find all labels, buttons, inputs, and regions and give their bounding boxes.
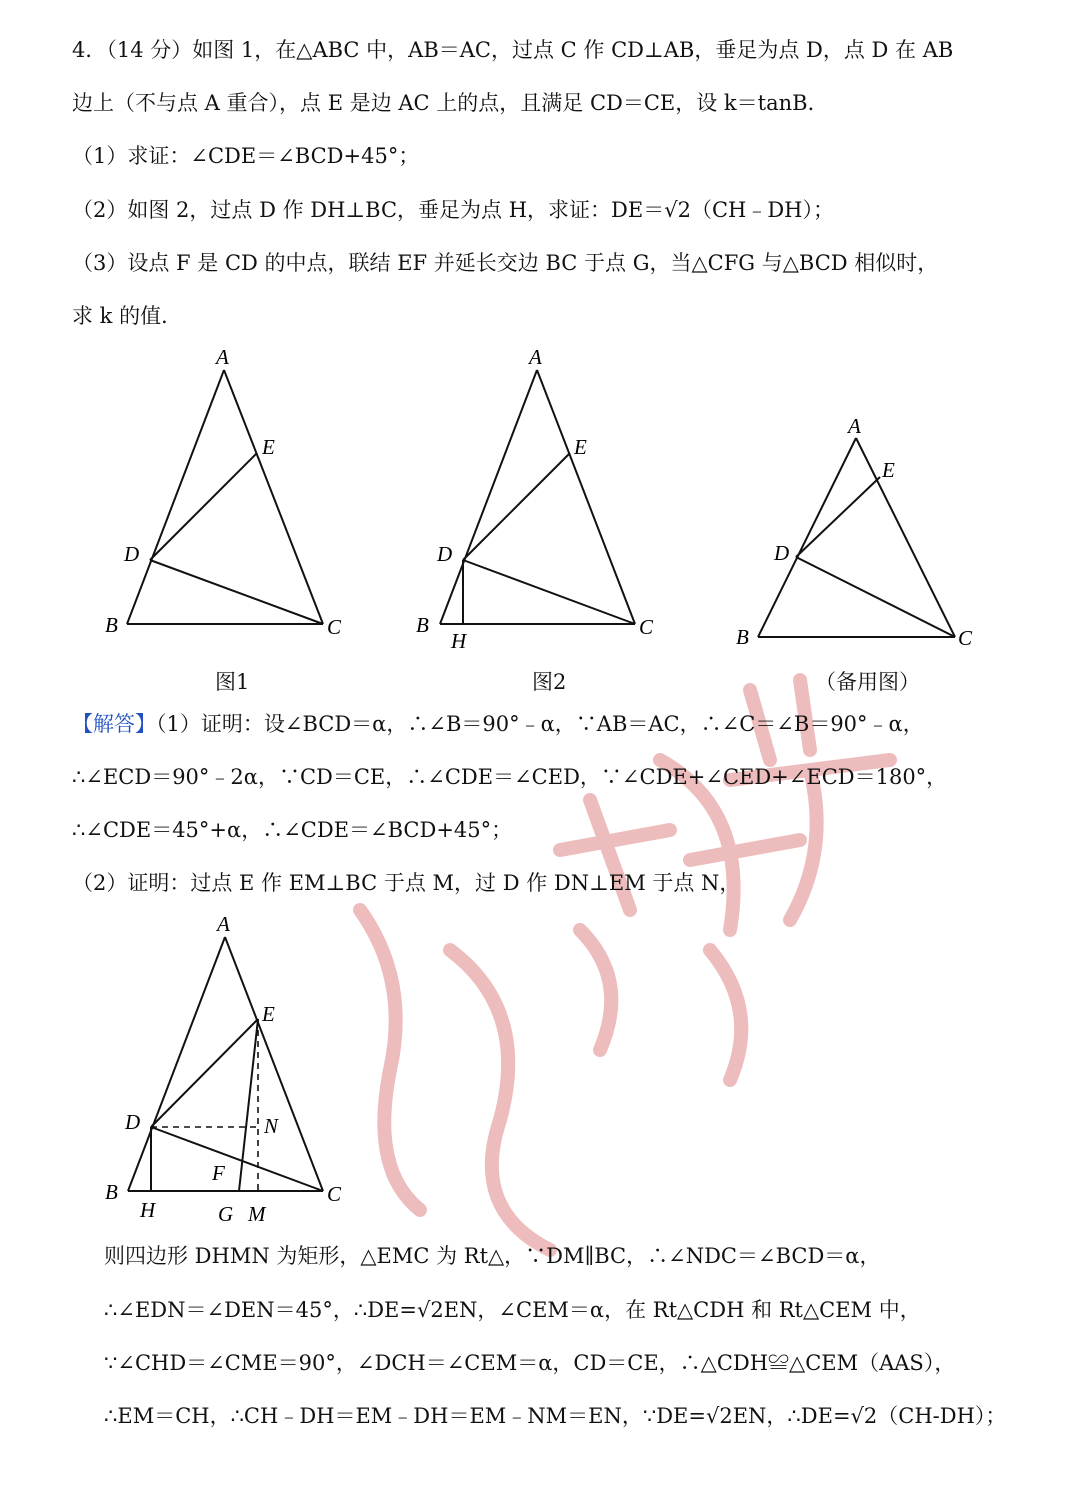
solution-1-line-1 — [72, 710, 924, 738]
caption-fig-2: 图2 — [532, 670, 567, 694]
figure-1 — [95, 340, 365, 650]
fig1-label-a: A — [216, 345, 229, 369]
fig2-label-d: D — [437, 542, 453, 566]
fig4-label-b: B — [105, 1180, 118, 1204]
fig4-label-n: N — [264, 1114, 279, 1138]
fig1-label-e: E — [262, 435, 275, 459]
solution-2-line-4: ∵∠CHD＝∠CME＝90°，∠DCH＝∠CEM＝α，CD＝CE，∴△CDH≌△CEM（AAS）， — [104, 1351, 956, 1375]
figure-2 — [410, 340, 680, 660]
fig4-label-h: H — [140, 1198, 156, 1222]
fig3-label-e: E — [882, 458, 895, 482]
fig2-label-h: H — [451, 629, 467, 653]
figure-spare — [730, 410, 990, 660]
solution-tag: 【解答】 — [72, 712, 156, 736]
problem-line-1: 4．（14 分）如图 1，在△ABC 中，AB＝AC，过点 C 作 CD⊥AB，垂足为点 D，点 D 在 AB — [72, 38, 954, 62]
solution-2-line-3: ∴∠EDN＝∠DEN＝45°，∴DE=√2EN，∠CEM＝α，在 Rt△CDH 和 Rt△CEM 中， — [104, 1298, 921, 1322]
fig4-label-m: M — [248, 1202, 266, 1226]
fig4-label-g: G — [218, 1202, 234, 1226]
question-3-line-1: （3）设点 F 是 CD 的中点，联结 EF 并延长交边 BC 于点 G，当△CFG 与△BCD 相似时， — [72, 251, 939, 275]
fig4-label-e: E — [262, 1002, 275, 1026]
fig2-label-c: C — [639, 615, 654, 639]
solution-1-line-1-text: （1）证明：设∠BCD＝α，∴∠B＝90°﹣α，∵AB＝AC，∴∠C＝∠B＝90°﹣α， — [156, 712, 924, 736]
fig1-label-c: C — [327, 615, 342, 639]
solution-2-line-5: ∴EM＝CH，∴CH﹣DH＝EM﹣DH＝EM﹣NM＝EN，∵DE=√2EN，∴DE=√2（CH-DH）； — [104, 1404, 1007, 1428]
solution-1-line-3: ∴∠CDE＝45°+α，∴∠CDE＝∠BCD+45°； — [72, 818, 513, 842]
caption-fig-1: 图1 — [215, 670, 250, 694]
fig2-label-a: A — [529, 345, 542, 369]
figure-solution — [95, 905, 365, 1235]
fig2-label-e: E — [574, 435, 587, 459]
caption-fig-spare: （备用图） — [815, 670, 920, 694]
solution-2-line-1: （2）证明：过点 E 作 EM⊥BC 于点 M，过 D 作 DN⊥EM 于点 N， — [72, 871, 741, 895]
fig4-label-d: D — [125, 1110, 141, 1134]
fig2-label-b: B — [416, 613, 429, 637]
fig1-label-b: B — [105, 613, 118, 637]
fig3-label-a: A — [848, 414, 861, 438]
fig3-label-c: C — [958, 626, 973, 650]
question-1: （1）求证：∠CDE＝∠BCD+45°； — [72, 144, 420, 168]
fig1-label-d: D — [124, 542, 140, 566]
fig4-label-f: F — [212, 1161, 225, 1185]
fig3-label-d: D — [774, 541, 790, 565]
question-3-line-2: 求 k 的值． — [72, 304, 183, 328]
fig3-label-b: B — [736, 625, 749, 649]
problem-line-2: 边上（不与点 A 重合），点 E 是边 AC 上的点，且满足 CD＝CE，设 k＝tanB． — [72, 91, 829, 115]
fig4-label-a: A — [217, 912, 230, 936]
solution-1-line-2: ∴∠ECD＝90°﹣2α，∵CD＝CE，∴∠CDE＝∠CED，∵∠CDE+∠CED+∠ECD＝180°， — [72, 765, 948, 789]
solution-2-line-2: 则四边形 DHMN 为矩形，△EMC 为 Rt△，∵DM∥BC，∴∠NDC＝∠BCD＝α， — [104, 1244, 881, 1268]
fig4-label-c: C — [327, 1182, 342, 1206]
question-2: （2）如图 2，过点 D 作 DH⊥BC，垂足为点 H，求证：DE＝√2（CH﹣DH）； — [72, 198, 834, 222]
